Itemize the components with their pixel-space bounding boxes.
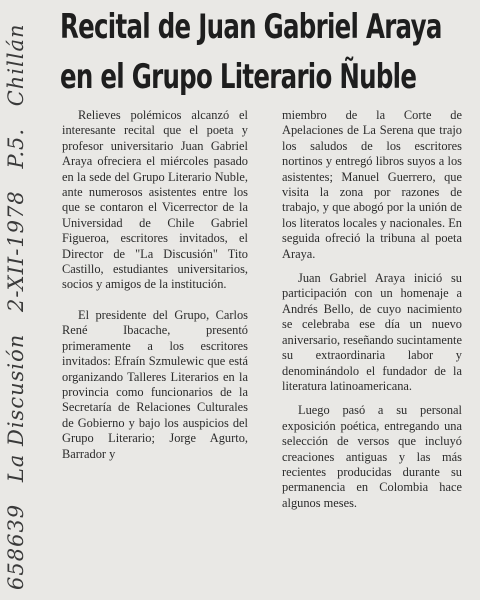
article-column-left	[62, 108, 248, 462]
paragraph: Juan Gabriel Araya inició su participación con un homenaje a Andrés Bello, de cuyo nacimiento se celebraba ese día un nuevo aniversario, reseñando sucintamente su extraordinaria labor y denominándolo el fundador de la literatura latinoamericana.	[282, 271, 462, 393]
annotation-city: Chillán	[4, 23, 28, 107]
paragraph: miembro de la Corte de Apelaciones de La Serena que trajo los saludos de los escritores nortinos y entregó libros suyos a los asistentes; Manuel Guerrero, que visita la zona por razones de trabajo, y que abogó por la unión de los literatos locales y nacionales. En seguida ofreció la tribuna al poeta Araya.	[282, 108, 462, 261]
handwritten-annotation	[4, 9, 28, 590]
annotation-page: P.5.	[4, 127, 28, 169]
paragraph: Luego pasó a su personal exposición poética, entregando una selección de versos que incluyó creaciones antiguas y las más recientes producidas durante su permanencia en Colombia hace algunos meses.	[282, 403, 462, 510]
headline-line-2: en el Grupo Literario Ñuble	[60, 57, 417, 97]
annotation-source: La Discusión	[4, 333, 28, 483]
headline	[60, 2, 442, 102]
headline-line-1: Recital de Juan Gabriel Araya	[60, 7, 442, 47]
annotation-number: 658639	[4, 503, 28, 590]
paragraph: Relieves polémicos alcanzó el interesante recital que el poeta y profesor universitario Juan Gabriel Araya ofreciera el miércoles pasado en la sede del Grupo Literario Nuble, ante numerosos asistentes entre los que se contaron el Vicerrector de la Universidad de Chile Gabriel Figueroa, escritores invitados, el Director de "La Discusión" Tito Castillo, estudiantes universitarios, socios y amigos de la institución.	[62, 108, 248, 292]
paragraph: El presidente del Grupo, Carlos René Ibacache, presentó primeramente a los escritores invitados: Efraín Szmulewic que está organizando Talleres Literarios en la provincia como funcionarios de la Secretaría de Relaciones Culturales de Gobierno y bajo los auspicios del Grupo Literario; Jorge Agurto, Barrador y	[62, 307, 248, 461]
annotation-date: 2-XII-1978	[4, 190, 28, 313]
article-column-right	[282, 108, 462, 511]
